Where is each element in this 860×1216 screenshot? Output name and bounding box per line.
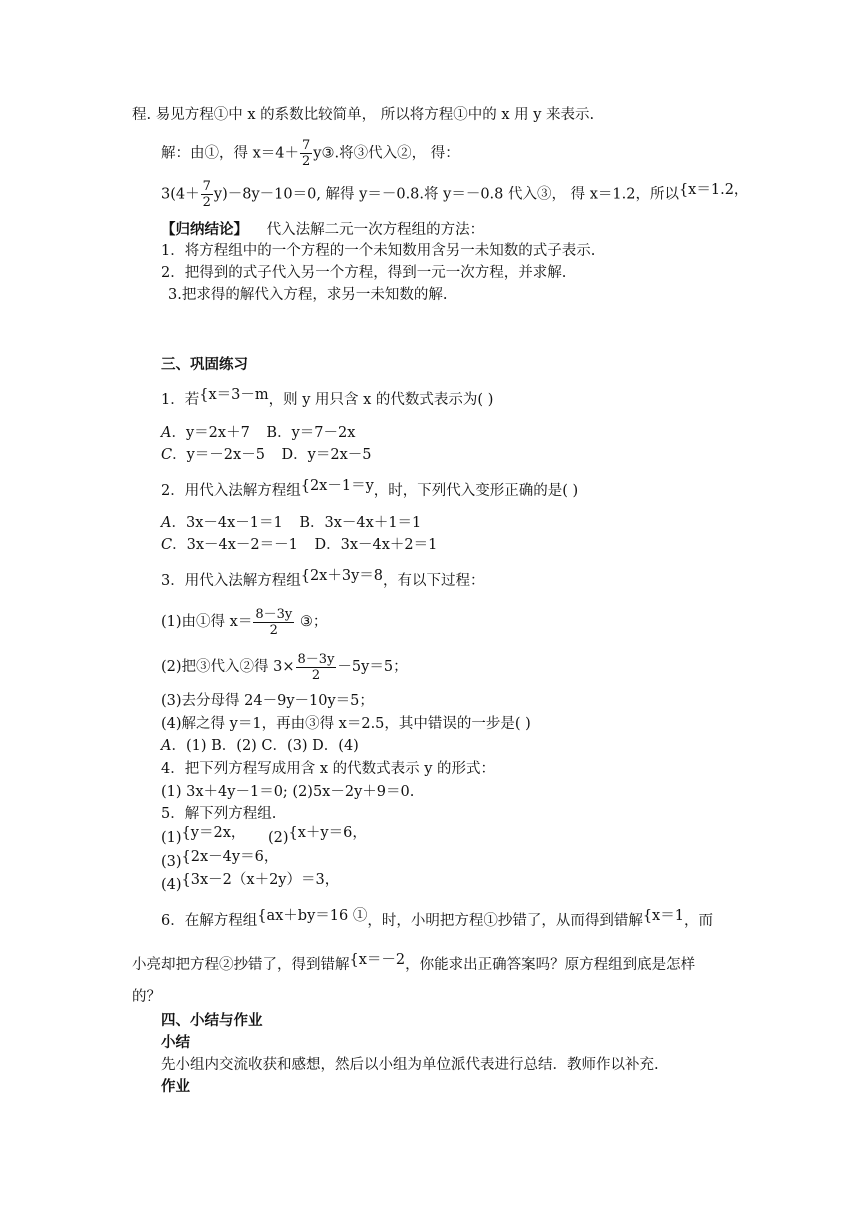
item-label: (4)	[161, 877, 182, 893]
options-line	[161, 446, 372, 464]
system-of-equations: {x＝－2	[349, 952, 406, 968]
system-of-equations: {y＝2x，	[181, 825, 246, 841]
options-text: ．(1) B．(2) C．(3) D．(4)	[171, 738, 359, 754]
system-of-equations: {ax＋by＝16 ①	[257, 908, 368, 924]
question-text: ，时，小明把方程①抄错了，从而得到错解	[367, 913, 643, 929]
system-of-equations: {2x＋3y＝8	[300, 568, 384, 584]
summary-tag: 【归纳结论】	[161, 222, 248, 238]
question-3-step-1	[161, 605, 327, 639]
question-6-line-3: 的？	[132, 989, 161, 1005]
equation-text: 3(4＋	[161, 186, 200, 203]
subheading-summary: 小结	[161, 1035, 190, 1051]
question-text: 1．若	[161, 392, 200, 408]
step-line: 2．把得到的式子代入另一个方程，得到一元一次方程，并求解.	[161, 265, 567, 281]
question-text: ，有以下过程：	[383, 573, 485, 589]
system-of-equations: {x＝1.2，	[678, 181, 749, 198]
question-3	[161, 568, 485, 590]
question-6	[161, 908, 713, 930]
question-5-row-1	[161, 825, 367, 847]
question-6-line-2	[132, 952, 696, 974]
solution-line	[161, 138, 460, 169]
question-text: 2．用代入法解方程组	[161, 483, 301, 499]
option-letter: C	[161, 447, 173, 463]
fraction-denominator: 2	[269, 622, 278, 638]
fraction-numerator: 7	[202, 179, 211, 194]
fraction	[253, 607, 294, 638]
option-letter: A	[161, 425, 172, 441]
question-5: 5．解下列方程组.	[161, 806, 277, 822]
option-letter: A	[161, 738, 172, 754]
option-b: B．y＝7－2x	[266, 425, 356, 441]
equation-line	[161, 179, 748, 210]
system-of-equations: {x＝1	[642, 908, 684, 924]
options-line	[161, 737, 359, 755]
solution-text: y③.将③代入②， 得：	[313, 145, 460, 162]
option-letter: C	[161, 537, 173, 553]
section-heading: 四、小结与作业	[161, 1013, 263, 1029]
step-line: 3.把求得的解代入方程，求另一未知数的解.	[168, 287, 448, 303]
question-2	[161, 478, 579, 500]
option-d: D．y＝2x－5	[281, 447, 372, 463]
option-b: B．3x－4x＋1＝1	[299, 515, 422, 531]
fraction-denominator: 2	[202, 195, 211, 210]
system-of-equations: {x＝3－m	[199, 387, 269, 403]
fraction-denominator: 2	[311, 667, 321, 683]
question-text: ，时，下列代入变形正确的是( )	[373, 483, 579, 499]
summary-paragraph: 先小组内交流收获和感想，然后以小组为单位派代表进行总结．教师作以补充.	[161, 1057, 659, 1073]
system-of-equations: {x＋y＝6，	[288, 825, 367, 841]
option-letter: A	[161, 515, 172, 531]
item-label: (3)	[161, 854, 182, 870]
options-line	[161, 536, 437, 554]
solution-text: 解：由①，得 x＝4＋	[161, 145, 300, 162]
question-5-row-3	[161, 872, 340, 894]
option-a: ．y＝2x＋7	[171, 425, 250, 441]
question-text: 6．在解方程组	[161, 913, 258, 929]
question-text: ，你能求出正确答案吗？原方程组到底是怎样	[405, 957, 696, 973]
step-line: 1．将方程组中的一个方程的一个未知数用含另一未知数的式子表示.	[161, 243, 596, 259]
subheading-homework: 作业	[161, 1079, 190, 1095]
option-c: ．3x－4x－2＝－1	[172, 537, 298, 553]
step-text: (1)由①得 x＝	[161, 614, 253, 630]
summary-text: 代入法解二元一次方程组的方法：	[266, 222, 485, 238]
item-label: (2)	[267, 830, 289, 846]
section-heading: 三、巩固练习	[161, 357, 248, 373]
question-3-step-3: (3)去分母得 24－9y－10y＝5；	[161, 693, 374, 709]
fraction-denominator: 2	[302, 154, 311, 169]
question-5-row-2	[161, 849, 279, 871]
system-of-equations: {2x－1＝y	[300, 478, 374, 494]
question-3-step-2	[161, 650, 408, 684]
question-4: 4．把下列方程写成用含 x 的代数式表示 y 的形式：	[161, 761, 496, 777]
question-text: 3．用代入法解方程组	[161, 573, 301, 589]
step-text: ③；	[295, 614, 328, 630]
step-text: －5y＝5；	[337, 659, 408, 675]
step-text: (2)把③代入②得 3×	[161, 659, 295, 675]
question-text: ，而	[683, 913, 713, 929]
fraction	[300, 138, 312, 169]
equation-text: y)－8y－10＝0, 解得 y＝－0.8.将 y＝－0.8 代入③， 得 x＝1.2，所以	[213, 186, 679, 203]
option-d: D．3x－4x＋2＝1	[314, 537, 438, 553]
fraction-numerator: 7	[302, 138, 311, 153]
question-text: 小亮却把方程②抄错了，得到错解	[132, 957, 350, 973]
fraction-numerator: 8－3y	[297, 651, 335, 667]
question-4-items: (1) 3x＋4y－1＝0; (2)5x－2y＋9＝0.	[161, 784, 415, 800]
system-of-equations: {3x－2（x＋2y）＝3，	[181, 872, 340, 888]
option-a: ．3x－4x－1＝1	[171, 515, 283, 531]
text-line: 程. 易见方程①中 x 的系数比较简单， 所以将方程①中的 x 用 y 来表示.	[132, 107, 595, 123]
question-text: ，则 y 用只含 x 的代数式表示为( )	[268, 392, 494, 408]
fraction-numerator: 8－3y	[255, 606, 293, 622]
item-label: (1)	[161, 830, 182, 846]
question-3-step-4: (4)解之得 y＝1，再由③得 x＝2.5，其中错误的一步是( )	[161, 716, 531, 732]
question-1	[161, 387, 494, 409]
options-line	[161, 514, 421, 532]
fraction	[201, 179, 213, 210]
system-of-equations: {2x－4y＝6，	[181, 849, 279, 865]
option-c: ．y＝－2x－5	[172, 447, 265, 463]
fraction	[296, 652, 337, 683]
summary-line	[161, 221, 484, 239]
options-line	[161, 424, 355, 442]
